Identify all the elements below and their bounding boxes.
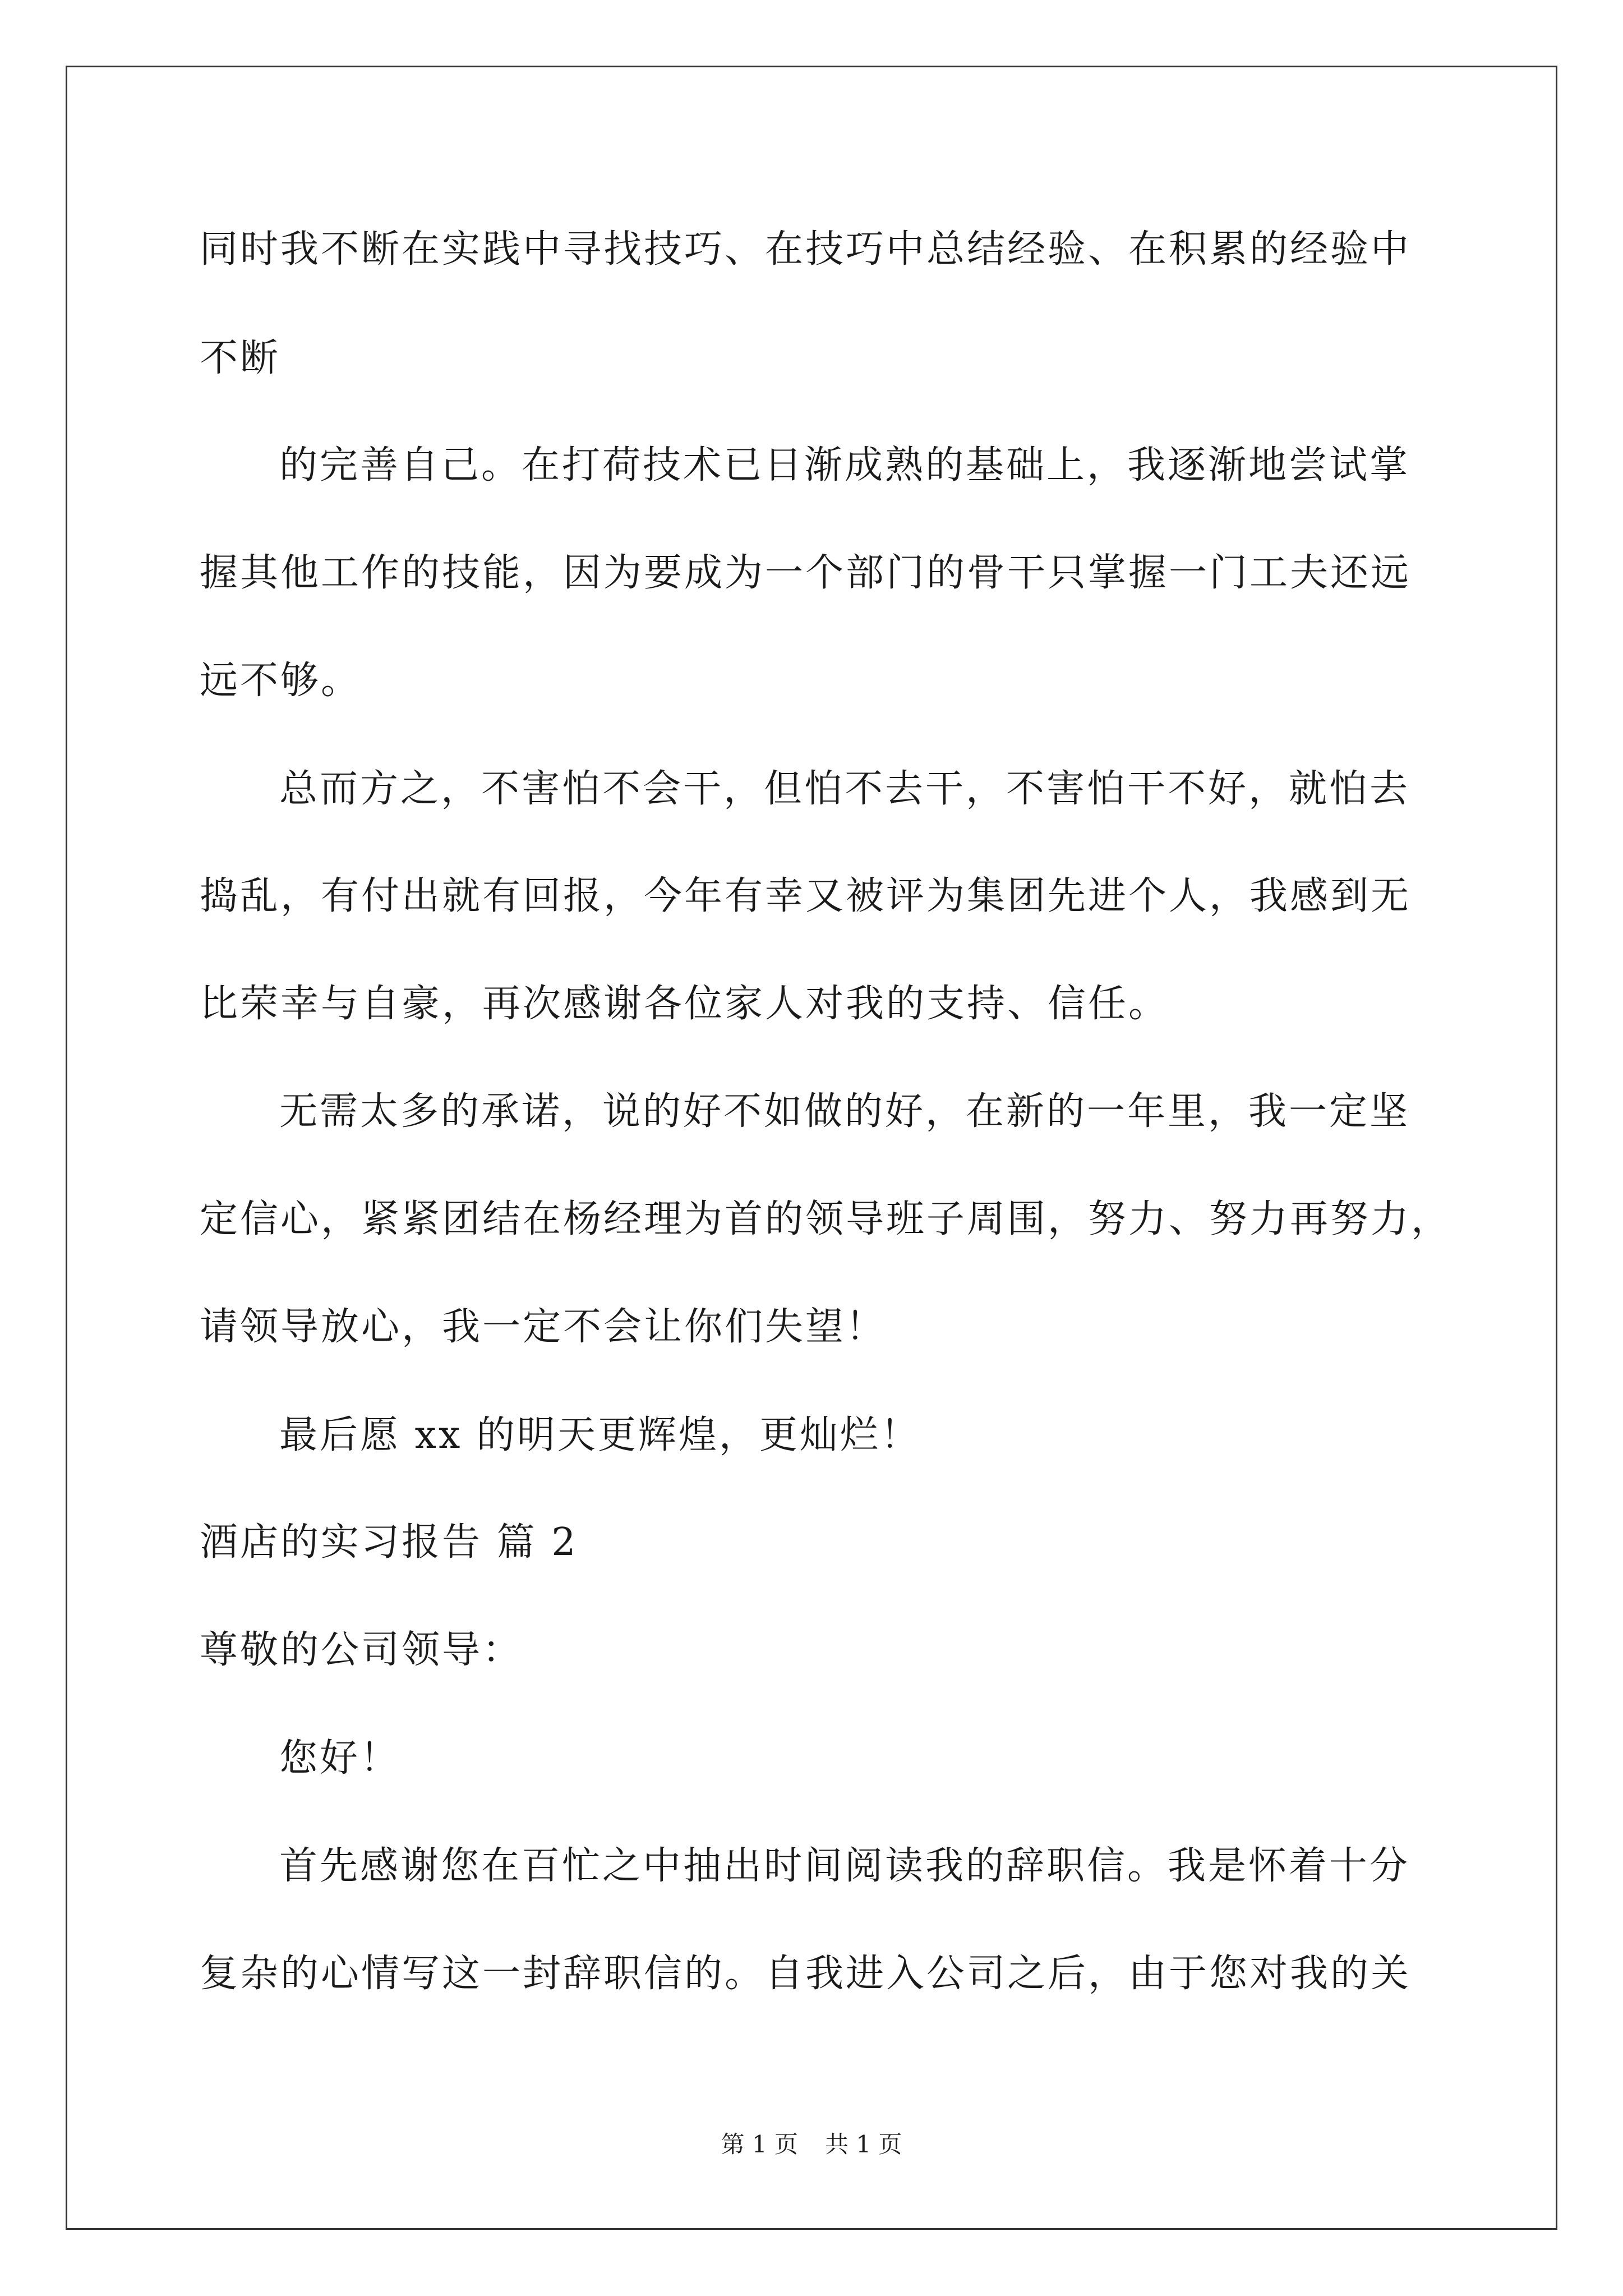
text-line: 定信心，紧紧团结在杨经理为首的领导班子周围，努力、努力再努力， — [200, 1197, 1452, 1241]
page-border — [66, 66, 1557, 2230]
text-line: 的完善自己。在打荷技术已日渐成熟的基础上，我逐渐地尝试掌 — [279, 443, 1410, 487]
page-total: 共 1 页 — [825, 2131, 902, 2158]
text-line: 无需太多的承诺，说的好不如做的好，在新的一年里，我一定坚 — [279, 1089, 1410, 1134]
text-line: 请领导放心，我一定不会让你们失望！ — [200, 1305, 887, 1349]
text-line: 复杂的心情写这一封辞职信的。自我进入公司之后，由于您对我的关 — [200, 1952, 1412, 1996]
text-line: 捣乱，有付出就有回报，今年有幸又被评为集团先进个人，我感到无 — [200, 874, 1412, 918]
text-line: 不断 — [200, 336, 281, 380]
greeting: 您好！ — [279, 1736, 401, 1780]
text-line: 远不够。 — [200, 659, 362, 703]
text-line: 首先感谢您在百忙之中抽出时间阅读我的辞职信。我是怀着十分 — [279, 1844, 1410, 1888]
section-heading: 酒店的实习报告 篇 2 — [200, 1520, 578, 1565]
text-line: 同时我不断在实践中寻找技巧、在技巧中总结经验、在积累的经验中 — [200, 227, 1412, 272]
text-line: 比荣幸与自豪，再次感谢各位家人对我的支持、信任。 — [200, 982, 1169, 1026]
salutation: 尊敬的公司领导： — [200, 1628, 523, 1672]
text-line: 最后愿 xx 的明天更辉煌，更灿烂！ — [279, 1413, 921, 1457]
text-line: 握其他工作的技能，因为要成为一个部门的骨干只掌握一门工夫还远 — [200, 551, 1412, 595]
page-number: 第 1 页 — [721, 2131, 798, 2158]
page-footer — [0, 2131, 1623, 2159]
text-line: 总而方之，不害怕不会干，但怕不去干，不害怕干不好，就怕去 — [279, 767, 1410, 811]
